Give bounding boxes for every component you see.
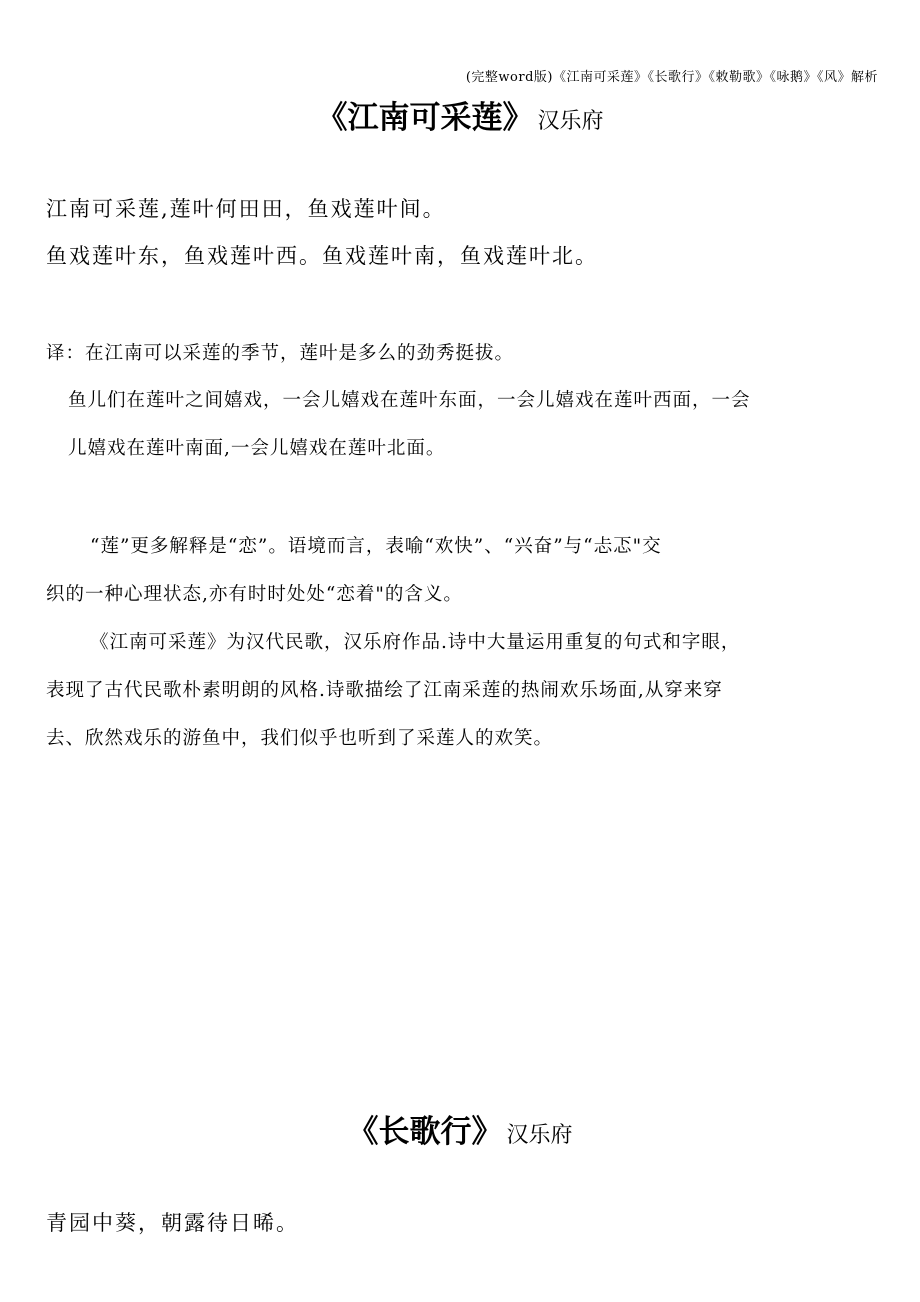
document-header: (完整word版)《江南可采莲》《长歌行》《敕勒歌》《咏鹅》《风》解析 (465, 70, 878, 85)
poem-line: 青园中葵，朝露待日晞。 (46, 1211, 299, 1235)
section-title-jiangnan (0, 92, 920, 137)
section-title-changgexing (0, 1106, 920, 1151)
translation-line: 儿嬉戏在莲叶南面,一会儿嬉戏在莲叶北面。 (68, 438, 446, 459)
analysis-line: 织的一种心理状态,亦有时时处处“恋着"的含义。 (46, 584, 463, 605)
poem-line: 江南可采莲,莲叶何田田，鱼戏莲叶间。 (46, 197, 446, 221)
analysis-line: 表现了古代民歌朴素明朗的风格.诗歌描绘了江南采莲的热闹欢乐场面,从穿来穿 (46, 680, 723, 701)
analysis-line: 《江南可采莲》为汉代民歌，汉乐府作品.诗中大量运用重复的句式和字眼， (90, 632, 741, 653)
analysis-line: 去、欣然戏乐的游鱼中，我们似乎也听到了采莲人的欢笑。 (46, 728, 554, 749)
poem-line: 鱼戏莲叶东，鱼戏莲叶西。鱼戏莲叶南，鱼戏莲叶北。 (46, 244, 598, 268)
translation-line: 鱼儿们在莲叶之间嬉戏，一会儿嬉戏在莲叶东面，一会儿嬉戏在莲叶西面，一会 (68, 390, 751, 411)
poem-author: 汉乐府 (506, 1123, 573, 1148)
poem-title: 《长歌行》 (347, 1114, 503, 1150)
poem-author: 汉乐府 (537, 109, 604, 134)
analysis-line: “莲”更多解释是“恋”。语境而言，表喻“欢快”、“兴奋”与“忐忑"交 (90, 536, 662, 557)
poem-title: 《江南可采莲》 (316, 100, 534, 136)
translation-line: 译：在江南可以采莲的季节，莲叶是多么的劲秀挺拔。 (46, 343, 515, 364)
